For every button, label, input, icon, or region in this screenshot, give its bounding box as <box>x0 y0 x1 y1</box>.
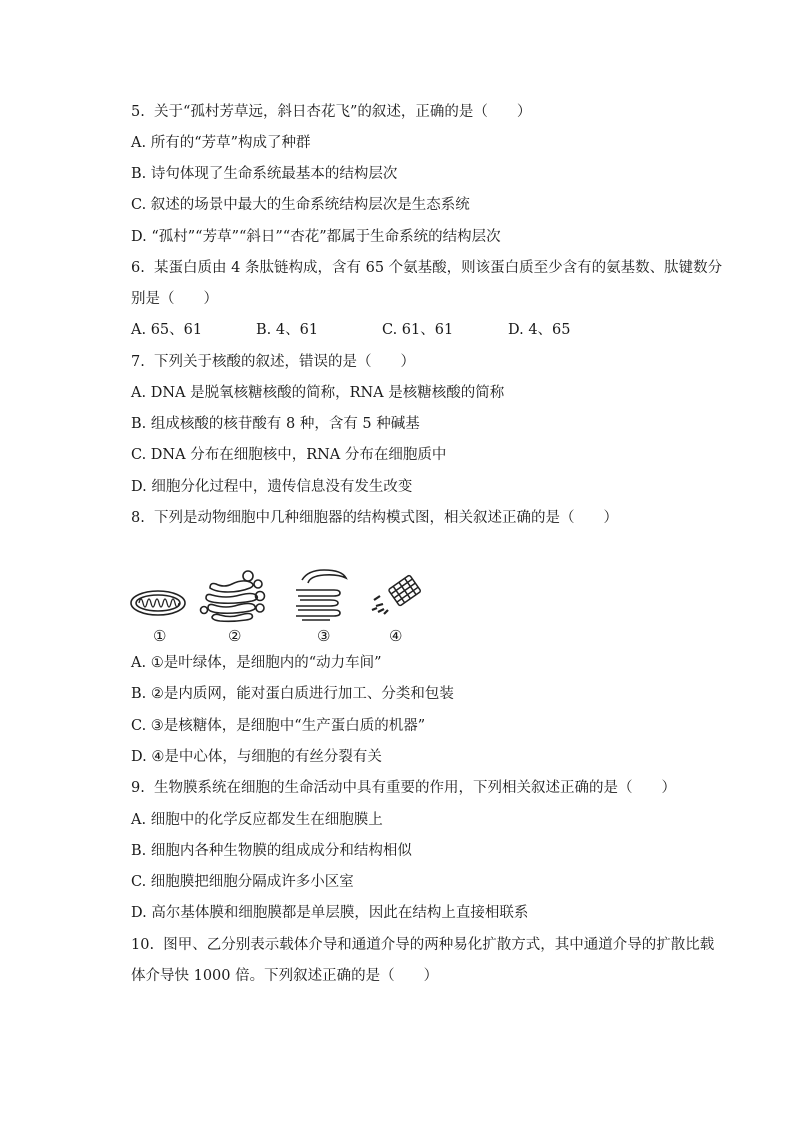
q6-option-d: D. 4、65 <box>508 322 571 338</box>
q10-stem-line2: 体介导快 1000 倍。下列叙述正确的是（ ） <box>131 968 439 984</box>
q6-option-b: B. 4、61 <box>256 322 319 338</box>
q9-option-c: C. 细胞膜把细胞分隔成许多小区室 <box>131 874 354 890</box>
figure-label-1: ① <box>153 627 167 645</box>
q5-stem: 5. 关于“孤村芳草远，斜日杏花飞”的叙述，正确的是（ ） <box>131 104 532 120</box>
figure-label-3: ③ <box>317 627 331 645</box>
q5-option-d: D. “孤村”“芳草”“斜日”“杏花”都属于生命系统的结构层次 <box>131 229 501 245</box>
figure-label-2: ② <box>228 627 242 645</box>
q7-option-c: C. DNA 分布在细胞核中，RNA 分布在细胞质中 <box>131 447 447 463</box>
q6-option-c: C. 61、61 <box>382 322 454 338</box>
q8-stem: 8. 下列是动物细胞中几种细胞器的结构模式图，相关叙述正确的是（ ） <box>131 510 619 526</box>
q8-option-d: D. ④是中心体，与细胞的有丝分裂有关 <box>131 749 382 765</box>
q6-stem-line2: 别是（ ） <box>131 291 218 307</box>
q9-option-b: B. 细胞内各种生物膜的组成成分和结构相似 <box>131 843 412 859</box>
q8-option-c: C. ③是核糖体，是细胞中“生产蛋白质的机器” <box>131 718 426 734</box>
q5-option-b: B. 诗句体现了生命系统最基本的结构层次 <box>131 166 398 182</box>
q7-option-b: B. 组成核酸的核苷酸有 8 种，含有 5 种碱基 <box>131 416 420 432</box>
q9-option-d: D. 高尔基体膜和细胞膜都是单层膜，因此在结构上直接相联系 <box>131 905 529 921</box>
q7-option-d: D. 细胞分化过程中，遗传信息没有发生改变 <box>131 479 413 495</box>
q8-option-b: B. ②是内质网，能对蛋白质进行加工、分类和包装 <box>131 686 454 702</box>
q9-stem: 9. 生物膜系统在细胞的生命活动中具有重要的作用，下列相关叙述正确的是（ ） <box>131 780 677 796</box>
q6-option-a: A. 65、61 <box>131 322 203 338</box>
golgi-apparatus-icon <box>201 571 265 621</box>
centrosome-icon <box>372 575 421 614</box>
mitochondrion-icon <box>131 591 185 615</box>
q5-option-c: C. 叙述的场景中最大的生命系统结构层次是生态系统 <box>131 197 470 213</box>
q5-option-a: A. 所有的“芳草”构成了种群 <box>131 135 311 151</box>
organelle-diagram <box>126 566 446 626</box>
q7-option-a: A. DNA 是脱氧核糖核酸的简称，RNA 是核糖核酸的简称 <box>131 385 505 401</box>
organelle-figure <box>126 566 446 648</box>
q10-stem-line1: 10. 图甲、乙分别表示载体介导和通道介导的两种易化扩散方式，其中通道介导的扩散比载 <box>131 937 715 953</box>
q7-stem: 7. 下列关于核酸的叙述，错误的是（ ） <box>131 354 416 370</box>
figure-label-4: ④ <box>389 627 403 645</box>
q9-option-a: A. 细胞中的化学反应都发生在细胞膜上 <box>131 812 383 828</box>
q8-option-a: A. ①是叶绿体，是细胞内的“动力车间” <box>131 655 382 671</box>
q6-stem-line1: 6. 某蛋白质由 4 条肽链构成，含有 65 个氨基酸，则该蛋白质至少含有的氨基数、肽键数分 <box>131 260 723 276</box>
endoplasmic-reticulum-icon <box>296 570 346 620</box>
